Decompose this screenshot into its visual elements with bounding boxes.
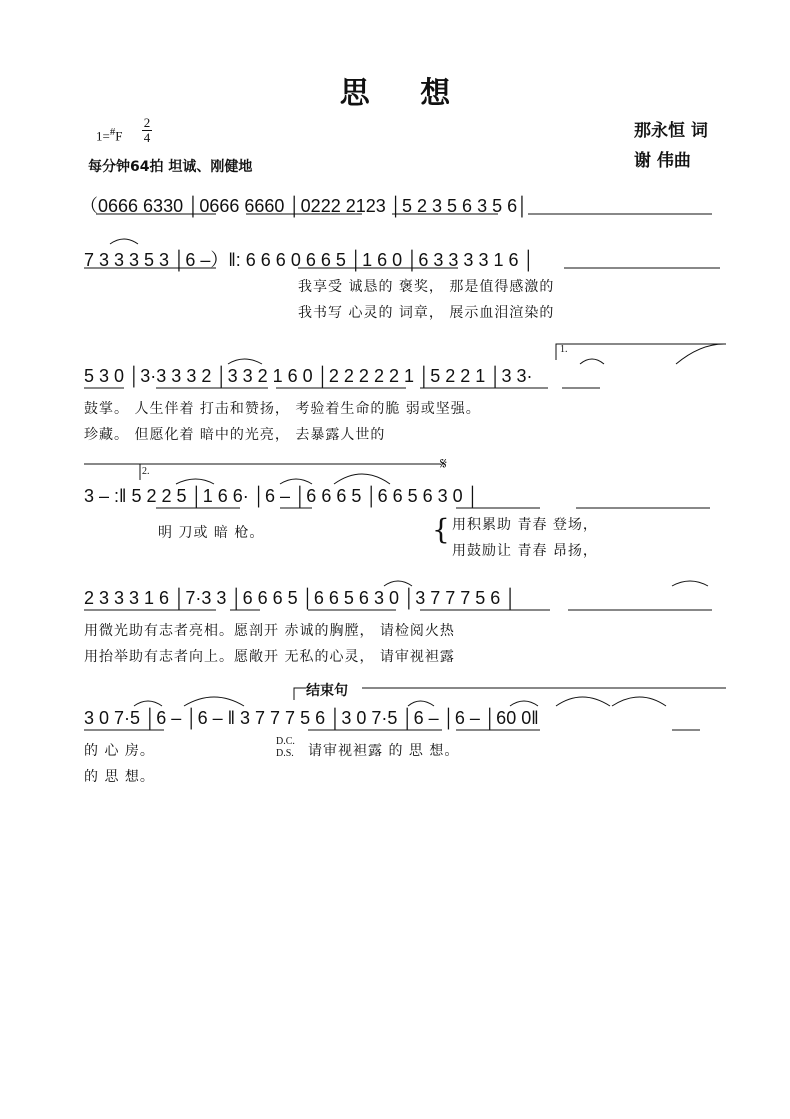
lyric-line-6-verse2: 的 思 想。	[84, 769, 155, 785]
key-sharp: #	[109, 126, 116, 138]
key-note: F	[115, 128, 123, 144]
tie-line6-c	[408, 701, 434, 706]
coda-label: 结束句	[306, 683, 348, 699]
volta-2-label: 2.	[142, 466, 150, 477]
tie-line4-b	[334, 474, 390, 484]
score-line-3: 5 3 0 │3·3 3 3 2 │3 3 2 1 6 0 │2 2 2 2 2 1 │5 2 2 1 │3 3·	[84, 366, 533, 386]
score-line-6: 3 0 7·5 │6 – │6 – ‖ 3 7 7 7 5 6 │3 0 7·5 │6 – │6 – │60 0‖	[84, 708, 539, 728]
lyric-line-6-coda: 请审视袒露 的 思 想。	[308, 743, 460, 759]
tie-line4-c	[176, 479, 214, 484]
score-line-5: 2 3 3 3 1 6 │7·3 3 │6 6 6 5 │6 6 5 6 3 0 │3 7 7 7 5 6 │	[84, 588, 517, 608]
tie-line6-d	[510, 701, 538, 706]
tie-line6-a	[134, 701, 162, 706]
tie-line6-f	[612, 697, 666, 706]
tie-line4-a	[280, 479, 312, 484]
lyric-line-5-verse2: 用抬举助有志者向上。愿敞开 无私的心灵， 请审视袒露	[84, 649, 455, 665]
volta-1-label: 1.	[560, 344, 568, 355]
lyric-line-3-verse2: 珍藏。 但愿化着 暗中的光亮， 去暴露人世的	[84, 427, 386, 443]
time-top: 2	[143, 115, 151, 130]
score-line-4: 3 – :‖ 5 2 2 5 │1 6 6· │6 – │6 6 6 5 │6 6 5 6 3 0 │	[84, 486, 479, 506]
segno-sign: 𝄋	[440, 454, 447, 473]
lyric-line-4-verse1: 用积累助 青春 登场，	[452, 517, 598, 533]
lyric-line-2-verse1: 我享受 诚恳的 褒奖， 那是值得感激的	[298, 279, 555, 295]
score-line-1: （0666 6330 │0666 6660 │0222 2123 │5 2 3 5 6 3 5 6│	[80, 196, 529, 216]
tie-line6-e	[556, 697, 610, 706]
tie-line3-c	[676, 344, 724, 364]
tempo-marking: 每分钟64拍 坦诚、刚健地	[88, 159, 253, 175]
lyric-line-6-verse1: 的 心 房。	[84, 743, 155, 759]
composer-credit: 谢 伟曲	[634, 151, 691, 171]
lyric-line-4-ending2: 明 刀或 暗 枪。	[158, 525, 265, 541]
key-prefix: 1=	[96, 128, 110, 144]
lyricist-credit: 那永恒 词	[634, 121, 708, 141]
lyric-line-2-verse2: 我书写 心灵的 词章， 展示血泪渲染的	[298, 305, 555, 321]
tie-line5-b	[672, 581, 708, 586]
verse-brace: {	[432, 513, 450, 546]
lyric-line-5-verse1: 用微光助有志者亮相。愿剖开 赤诚的胸膛， 请检阅火热	[84, 623, 455, 639]
tie-line3-b	[580, 359, 604, 364]
lyric-line-4-verse2: 用鼓励让 青春 昂扬，	[452, 543, 598, 559]
ds-marking: D.S.	[276, 748, 294, 759]
tie-line2	[110, 239, 138, 244]
song-title: 思 想	[339, 76, 471, 111]
score-line-2: 7 3 3 3 5 3 │6 –）‖: 6 6 6 0 6 6 5 │1 6 0 │6 3 3 3 3 1 6 │	[84, 250, 535, 270]
dc-marking: D.C.	[276, 736, 295, 747]
time-bottom: 4	[143, 130, 151, 145]
volta-1-bracket	[556, 344, 726, 360]
tie-line6-b	[184, 697, 244, 706]
coda-bracket-start	[294, 688, 306, 700]
lyric-line-3-verse1: 鼓掌。 人生伴着 打击和赞扬， 考验着生命的脆 弱或坚强。	[84, 401, 481, 417]
tie-line3	[228, 359, 262, 364]
tie-line5-a	[384, 581, 412, 586]
volta-2-bracket	[84, 464, 440, 480]
